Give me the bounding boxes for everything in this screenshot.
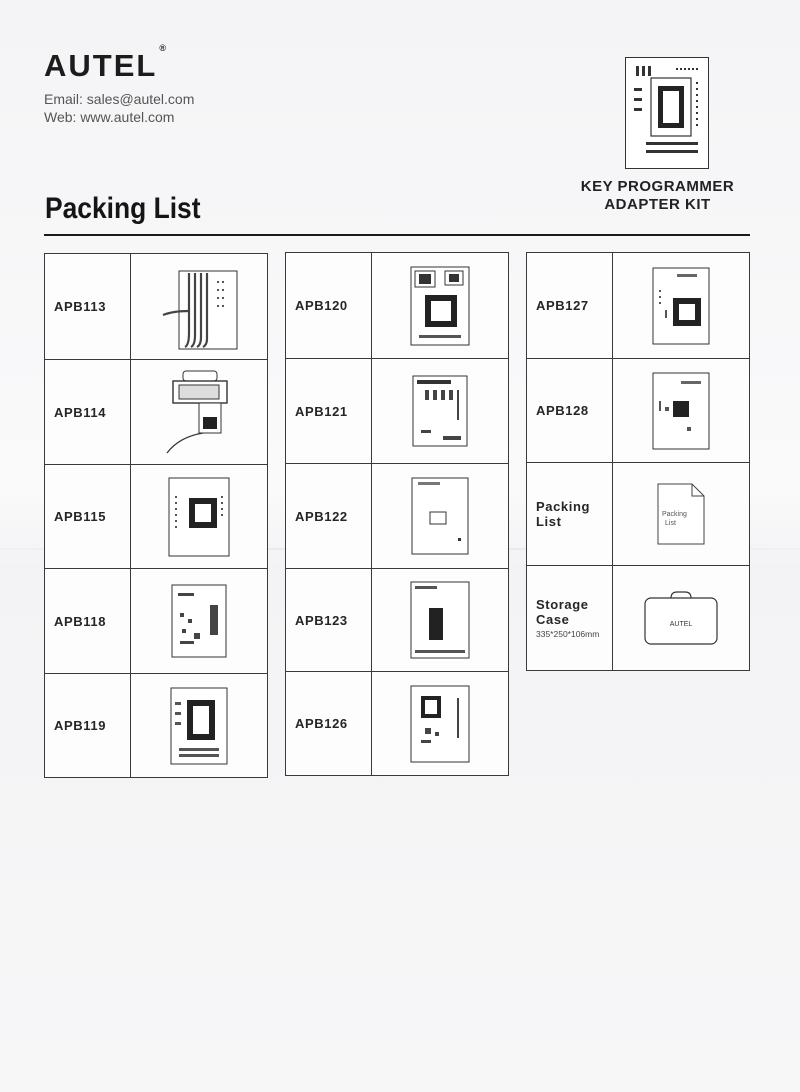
brand-logo — [44, 42, 168, 84]
item-label: Packing List — [527, 463, 613, 565]
product-title-line1: KEY PROGRAMMER — [580, 178, 735, 195]
item-label — [527, 566, 613, 670]
socket-board-icon — [131, 674, 267, 777]
contact-info — [44, 90, 194, 126]
case-icon — [613, 566, 749, 670]
table-row — [286, 464, 508, 569]
product-title-line2: ADAPTER KIT — [604, 196, 711, 213]
table-row — [527, 359, 749, 463]
document-icon — [613, 463, 749, 565]
item-label: APB121 — [286, 359, 372, 463]
table-row — [527, 253, 749, 359]
table-row — [286, 569, 508, 672]
socket-board-icon — [131, 465, 267, 568]
chip-board-icon — [372, 359, 508, 463]
web-text: Web: www.autel.com — [44, 109, 175, 125]
qfp-socket-board-icon — [613, 253, 749, 358]
item-label: APB127 — [527, 253, 613, 358]
packing-column-1 — [44, 253, 268, 778]
item-label-text: Storage Case — [536, 597, 589, 627]
table-row — [527, 463, 749, 566]
item-label: APB126 — [286, 672, 372, 775]
brand-name: AUTEL — [44, 48, 158, 83]
product-board-icon — [625, 57, 709, 169]
dual-socket-board-icon — [372, 253, 508, 358]
table-row — [286, 253, 508, 359]
small-chip-board-icon — [372, 464, 508, 568]
item-label: APB114 — [45, 360, 131, 464]
item-label: APB123 — [286, 569, 372, 671]
packing-column-2 — [285, 252, 509, 776]
cable-board-icon — [131, 254, 267, 359]
table-row — [286, 359, 508, 464]
item-label: APB113 — [45, 254, 131, 359]
item-label: APB128 — [527, 359, 613, 462]
item-label: APB118 — [45, 569, 131, 673]
table-row — [286, 672, 508, 776]
case-dimensions: 335*250*106mm — [536, 629, 600, 639]
table-row — [45, 569, 267, 674]
table-row — [45, 674, 267, 778]
page-title: Packing List — [45, 192, 201, 225]
document-icon-line2: List — [665, 520, 676, 527]
packing-column-3 — [526, 252, 750, 671]
ic-board-icon — [372, 569, 508, 671]
registered-mark: ® — [159, 42, 168, 53]
clip-adapter-icon — [131, 360, 267, 464]
table-row — [527, 566, 749, 671]
item-label: APB115 — [45, 465, 131, 568]
document-icon-line1: Packing — [662, 511, 687, 518]
table-row — [45, 254, 267, 360]
email-text: Email: sales@autel.com — [44, 91, 195, 107]
table-row — [45, 360, 267, 465]
item-label: APB120 — [286, 253, 372, 358]
item-label: APB122 — [286, 464, 372, 568]
chip-board-icon — [131, 569, 267, 673]
item-label: APB119 — [45, 674, 131, 777]
qfp-chip-board-icon — [613, 359, 749, 462]
case-icon-brand: AUTEL — [669, 621, 693, 628]
socket-board-icon — [372, 672, 508, 775]
title-divider — [44, 234, 750, 236]
table-row — [45, 465, 267, 569]
product-title — [560, 178, 755, 214]
